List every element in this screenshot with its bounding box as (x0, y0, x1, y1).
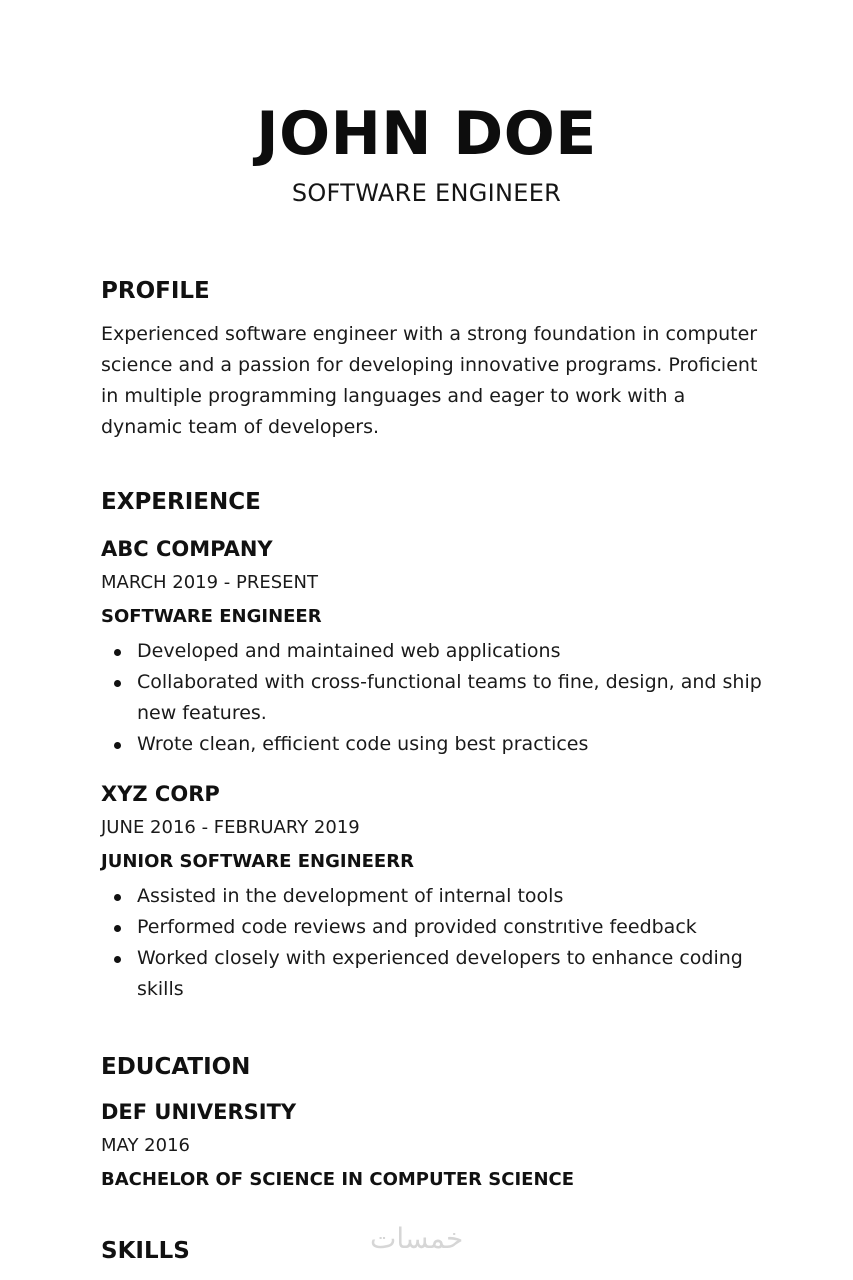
list-item (101, 943, 771, 1005)
skills-heading: SKILLS (101, 1238, 190, 1264)
list-item (101, 667, 771, 729)
bullet-text: Developed and maintained web applications (137, 640, 561, 662)
job-role: SOFTWARE ENGINEER (101, 606, 322, 627)
resume-header (0, 98, 853, 210)
candidate-title: SOFTWARE ENGINEER (291, 179, 562, 207)
list-item (101, 636, 771, 667)
education-school: DEF UNIVERSITY (101, 1100, 297, 1124)
job-company: ABC COMPANY (101, 537, 273, 561)
job-role: JUNIOR SOFTWARE ENGINEERR (101, 851, 414, 872)
job-dates: MARCH 2019 - PRESENT (101, 572, 319, 593)
job-bullets (101, 636, 771, 760)
job-entry (101, 780, 771, 1005)
profile-section (101, 276, 771, 443)
profile-text: Experienced software engineer with a strong foundation in computer science and a passion for developing innovative programs. Proficient in multiple programming languages and eager to work with a dynamic team of developers. (101, 323, 758, 438)
bullet-icon (114, 894, 121, 901)
bullet-text: Assisted in the development of internal tools (137, 885, 564, 907)
list-item (101, 729, 771, 760)
job-bullets (101, 881, 771, 1005)
candidate-name: JOHN DOE (256, 99, 597, 169)
bullet-icon (114, 925, 121, 932)
watermark-logo: خمسات (370, 1222, 464, 1255)
education-degree: BACHELOR OF SCIENCE IN COMPUTER SCIENCE (101, 1169, 575, 1190)
experience-heading: EXPERIENCE (101, 489, 261, 515)
experience-section (101, 487, 771, 1005)
job-entry (101, 535, 771, 760)
bullet-text: Performed code reviews and provided constrıtive feedback (137, 916, 697, 938)
bullet-text: Worked closely with experienced developers to enhance coding skills (137, 947, 743, 1000)
bullet-text: Wrote clean, efficient code using best practices (137, 733, 589, 755)
job-dates: JUNE 2016 - FEBRUARY 2019 (101, 817, 360, 838)
bullet-icon (114, 680, 121, 687)
bullet-icon (114, 649, 121, 656)
bullet-text: Collaborated with cross-functional teams to fine, design, and ship new features. (137, 671, 762, 724)
list-item (101, 912, 771, 943)
profile-heading: PROFILE (101, 278, 210, 304)
bullet-icon (114, 742, 121, 749)
education-date: MAY 2016 (101, 1135, 190, 1156)
list-item (101, 881, 771, 912)
job-company: XYZ CORP (101, 782, 220, 806)
education-heading: EDUCATION (101, 1054, 251, 1080)
bullet-icon (114, 956, 121, 963)
education-section (101, 1052, 771, 1193)
